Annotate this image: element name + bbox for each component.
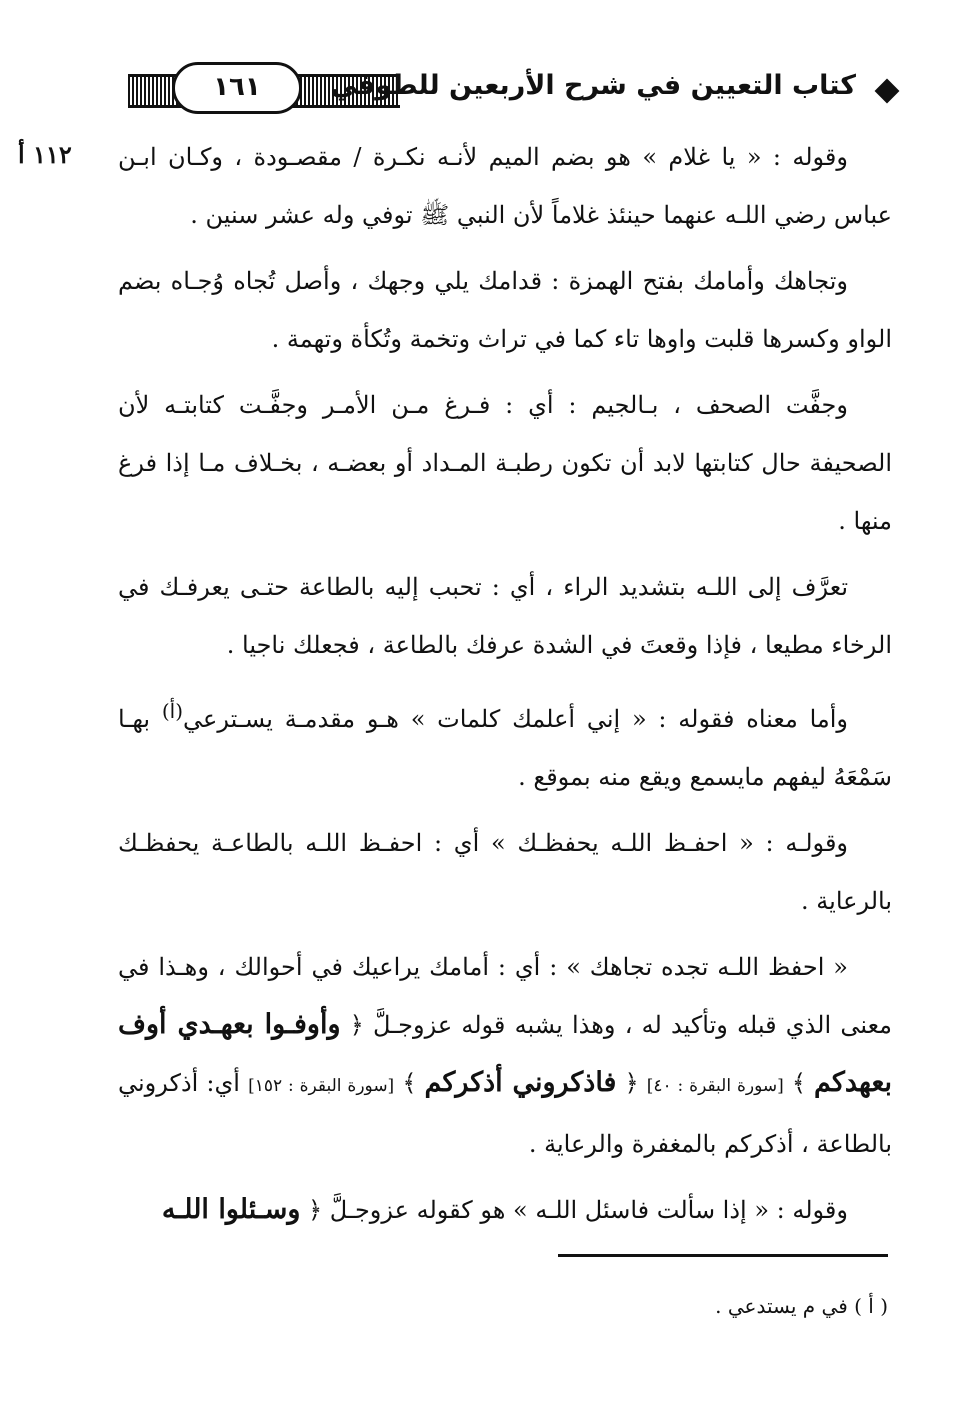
page-number: ١٦١ <box>172 62 302 114</box>
paragraph <box>118 682 892 806</box>
diamond-icon <box>875 79 900 104</box>
paragraph-text: ﴾ <box>394 1069 425 1097</box>
paragraph-text: وأما معناه فقوله : « إني أعلمك كلمات » هـو مقدمـة يسـترعي <box>183 705 849 733</box>
quran-reference: [سورة البقرة : ١٥٢] <box>248 1076 395 1096</box>
paragraph: وقولـه : « احفـظ اللـه يحفظـك » أي : احفـظ اللـه بالطاعـة يحفظـك بالرعاية . <box>118 829 892 915</box>
body-text <box>118 128 892 1247</box>
footnote-marker: (أ) <box>161 699 184 723</box>
running-header <box>128 60 898 122</box>
book-title: كتاب التعيين في شرح الأربعين للطوفي <box>330 70 856 101</box>
paragraph: وجفَّت الصحف ، بـالجيم : أي : فـرغ مـن الأمـر وجفَّـت كتابتـه لأن الصحيفة حال كتابتها لابد أن تكون رطبـة المـداد أو بعضـه ، بخـلاف مـا إذا فرغ منها . <box>118 391 892 535</box>
paragraph-text: أي: أذكروني بالطاعة ، أذكركم بالمغفرة والرعاية . <box>118 1069 892 1158</box>
paragraph <box>118 1181 892 1239</box>
paragraph: تعرَّف إلى اللـه بتشديد الراء ، أي : تحبب إليه بالطاعة حتـى يعرفـك في الرخاء مطيعا ، فإذا وقعتَ في الشدة عرفك بالطاعة ، فجعلك ناجيا . <box>118 573 892 659</box>
quran-reference: [سورة البقرة : ٤٠] <box>646 1076 784 1096</box>
quran-quote: وسـئلوا اللـه <box>161 1194 301 1225</box>
paragraph <box>118 938 892 1173</box>
paragraph: وتجاهك وأمامك بفتح الهمزة : قدامك يلي وجهك ، وأصل تُجاه وُجـاه بضم الواو وكسرها قلبت واوها تاء كما في تراث وتخمة وتُكأة وتهمة . <box>118 267 892 353</box>
paragraph-text: بهـا سَمْعَهُ ليفهم مايسمع ويقع منه بموقع . <box>118 705 892 791</box>
paragraph-text: ﴿ <box>616 1069 647 1097</box>
paragraph-text: « احفظ اللـه تجده تجاهك » : أي : أمامك يراعيك في أحوالك ، وهـذا في معنى الذي قبله وتأكيد له ، وهذا يشبه قوله عزوجـلَّ ﴿ <box>118 953 893 1039</box>
quran-quote: فاذكروني أذكركم <box>424 1067 617 1098</box>
paragraph-text: ﴾ <box>783 1069 815 1097</box>
manuscript-folio-note: ١١٢ أ <box>18 140 72 169</box>
quran-quote: وأوفـوا بعهـدي أوف بعهدكم <box>118 1009 893 1098</box>
footnote: ( أ ) في م يستدعي . <box>715 1294 888 1318</box>
paragraph: وقوله : « يا غلام » هو بضم الميم لأنـه نكـرة / مقصـودة ، وكـان ابـن عباس رضي اللـه عنهما حينئذ غلاماً لأن النبي ﷺ توفي وله عشر سنين . <box>118 143 892 229</box>
paragraph-text: وقوله : « إذا سألت فاسئل اللـه » هو كقوله عزوجـلَّ ﴿ <box>300 1196 848 1224</box>
footnote-separator <box>558 1254 888 1257</box>
